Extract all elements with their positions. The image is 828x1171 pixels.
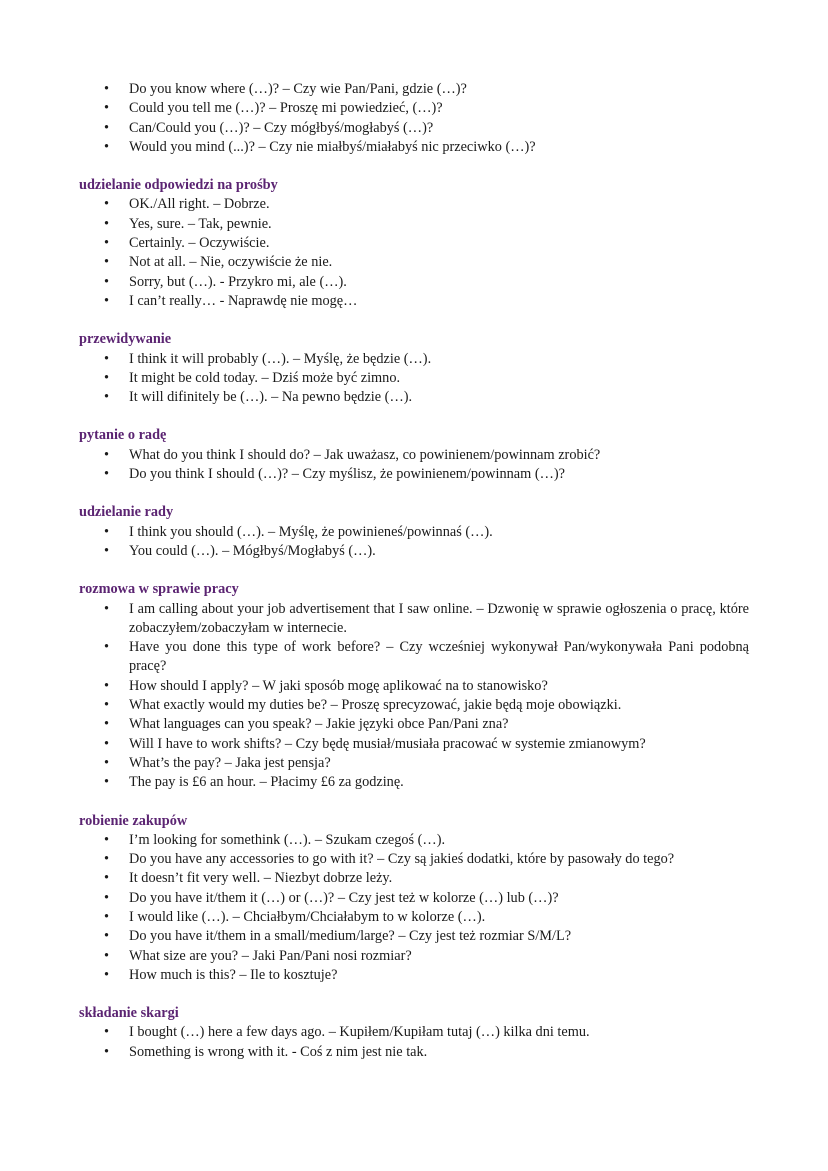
phrase-list [0,831,828,985]
list-item [104,831,749,850]
phrase-text: What do you think I should do? – Jak uważasz, co powinienem/powinnam zrobić? [129,446,601,463]
phrase-text: OK./All right. – Dobrze. [129,196,270,213]
list-item [104,369,749,388]
phrase-text: It might be cold today. – Dziś może być zimno. [129,369,401,386]
phrase-list [0,80,828,157]
phrase-text: Yes, sure. – Tak, pewnie. [129,215,272,232]
bullet-icon: • [104,119,110,136]
phrase-text: Have you done this type of work before? – Czy wcześniej wykonywał Pan/wykonywała Pani podobną pracę? [129,639,749,675]
bullet-icon: • [104,947,110,964]
list-item [104,715,749,734]
phrase-text: Something is wrong with it. - Coś z nim jest nie tak. [129,1043,428,1060]
list-item [104,215,749,234]
list-item [104,773,749,792]
phrase-section [0,503,828,561]
phrase-text: I am calling about your job advertisement that I saw online. – Dzwonię w sprawie ogłoszenia o pracę, które zobaczyłem/zobaczyłam w internecie. [129,600,749,636]
phrase-text: I would like (…). – Chciałbym/Chciałabym to w kolorze (…). [129,908,486,925]
bullet-icon: • [104,639,110,656]
bullet-icon: • [104,369,110,386]
phrase-text: What languages can you speak? – Jakie języki obce Pan/Pani zna? [129,716,509,733]
section-heading: udzielanie odpowiedzi na prośby [79,177,278,194]
section-heading: udzielanie rady [79,504,174,521]
section-heading: przewidywanie [79,331,172,348]
list-item [104,138,749,157]
phrase-list [0,350,828,408]
list-item [104,908,749,927]
list-item [104,754,749,773]
bullet-icon: • [104,851,110,868]
phrase-text: Do you have it/them in a small/medium/large? – Czy jest też rozmiar S/M/L? [129,928,572,945]
bullet-icon: • [104,600,110,617]
phrase-text: I think you should (…). – Myślę, że powinieneś/powinnaś (…). [129,523,493,540]
bullet-icon: • [104,466,110,483]
phrase-text: Certainly. – Oczywiście. [129,235,270,252]
list-item [104,677,749,696]
bullet-icon: • [104,677,110,694]
phrase-text: Can/Could you (…)? – Czy mógłbyś/mogłabyś (…)? [129,119,434,136]
list-item [104,869,749,888]
phrase-text: Could you tell me (…)? – Proszę mi powiedzieć, (…)? [129,100,443,117]
list-item [104,850,749,869]
bullet-icon: • [104,716,110,733]
phrase-text: Do you have any accessories to go with it? – Czy są jakieś dodatki, które by pasowały do tego? [129,851,675,868]
list-item [104,119,749,138]
phrase-text: I think it will probably (…). – Myślę, że będzie (…). [129,350,432,367]
phrase-section [0,1004,828,1062]
phrase-text: Sorry, but (…). - Przykro mi, ale (…). [129,273,347,290]
phrase-section [0,426,828,484]
list-item [104,638,749,677]
list-item [104,350,749,369]
bullet-icon: • [104,1024,110,1041]
bullet-icon: • [104,350,110,367]
bullet-icon: • [104,966,110,983]
list-item [104,273,749,292]
bullet-icon: • [104,81,110,97]
list-item [104,234,749,253]
bullet-icon: • [104,292,110,309]
phrase-text: You could (…). – Mógłbyś/Mogłabyś (…). [129,542,376,559]
bullet-icon: • [104,754,110,771]
phrase-text: Do you have it/them it (…) or (…)? – Czy jest też w kolorze (…) lub (…)? [129,889,559,906]
bullet-icon: • [104,697,110,714]
list-item [104,600,749,639]
bullet-icon: • [104,523,110,540]
list-item [104,1023,749,1042]
phrase-text: What’s the pay? – Jaka jest pensja? [129,754,331,771]
bullet-icon: • [104,273,110,290]
phrase-text: How much is this? – Ile to kosztuje? [129,966,338,983]
phrase-section [0,80,828,157]
list-item [104,523,749,542]
phrase-text: I’m looking for somethink (…). – Szukam czegoś (…). [129,831,446,848]
bullet-icon: • [104,1043,110,1060]
phrase-text: Do you know where (…)? – Czy wie Pan/Pani, gdzie (…)? [129,81,467,97]
bullet-icon: • [104,774,110,791]
list-item [104,253,749,272]
phrase-text: The pay is £6 an hour. – Płacimy £6 za godzinę. [129,774,404,791]
phrase-section [0,330,828,407]
bullet-icon: • [104,138,110,155]
section-heading: pytanie o radę [79,427,167,444]
list-item [104,465,749,484]
bullet-icon: • [104,870,110,887]
list-item [104,1043,749,1062]
phrase-text: What exactly would my duties be? – Proszę sprecyzować, jakie będą moje obowiązki. [129,697,622,714]
list-item [104,292,749,311]
phrase-text: It doesn’t fit very well. – Niezbyt dobrze leży. [129,870,393,887]
phrase-text: What size are you? – Jaki Pan/Pani nosi rozmiar? [129,947,412,964]
phrase-text: Would you mind (...)? – Czy nie miałbyś/miałabyś nic przeciwko (…)? [129,138,536,155]
bullet-icon: • [104,928,110,945]
list-item [104,80,749,99]
bullet-icon: • [104,908,110,925]
phrase-text: It will difinitely be (…). – Na pewno będzie (…). [129,389,413,406]
section-heading: rozmowa w sprawie pracy [79,581,239,598]
phrase-list [0,600,828,793]
phrase-list [0,523,828,562]
phrase-text: Will I have to work shifts? – Czy będę musiał/musiała pracować w systemie zmianowym? [129,735,646,752]
phrase-text: Do you think I should (…)? – Czy myślisz, że powinienem/powinnam (…)? [129,466,565,483]
list-item [104,388,749,407]
phrase-section [0,812,828,986]
bullet-icon: • [104,196,110,213]
phrase-section [0,176,828,311]
list-item [104,927,749,946]
phrase-text: I can’t really… - Naprawdę nie mogę… [129,292,358,309]
phrase-list [0,446,828,485]
list-item [104,889,749,908]
list-item [104,696,749,715]
list-item [104,99,749,118]
bullet-icon: • [104,215,110,232]
list-item [104,542,749,561]
phrase-section [0,580,828,792]
bullet-icon: • [104,831,110,848]
phrase-list [0,1023,828,1062]
bullet-icon: • [104,235,110,252]
bullet-icon: • [104,889,110,906]
phrase-text: Not at all. – Nie, oczywiście że nie. [129,254,333,271]
list-item [104,966,749,985]
bullet-icon: • [104,254,110,271]
bullet-icon: • [104,100,110,117]
bullet-icon: • [104,446,110,463]
document-page [0,80,828,1062]
list-item [104,947,749,966]
list-item [104,735,749,754]
bullet-icon: • [104,735,110,752]
section-heading: robienie zakupów [79,812,188,829]
list-item [104,446,749,465]
bullet-icon: • [104,389,110,406]
bullet-icon: • [104,542,110,559]
phrase-text: How should I apply? – W jaki sposób mogę aplikować na to stanowisko? [129,677,548,694]
list-item [104,195,749,214]
phrase-text: I bought (…) here a few days ago. – Kupiłem/Kupiłam tutaj (…) kilka dni temu. [129,1024,590,1041]
phrase-list [0,195,828,311]
section-heading: składanie skargi [79,1005,179,1022]
